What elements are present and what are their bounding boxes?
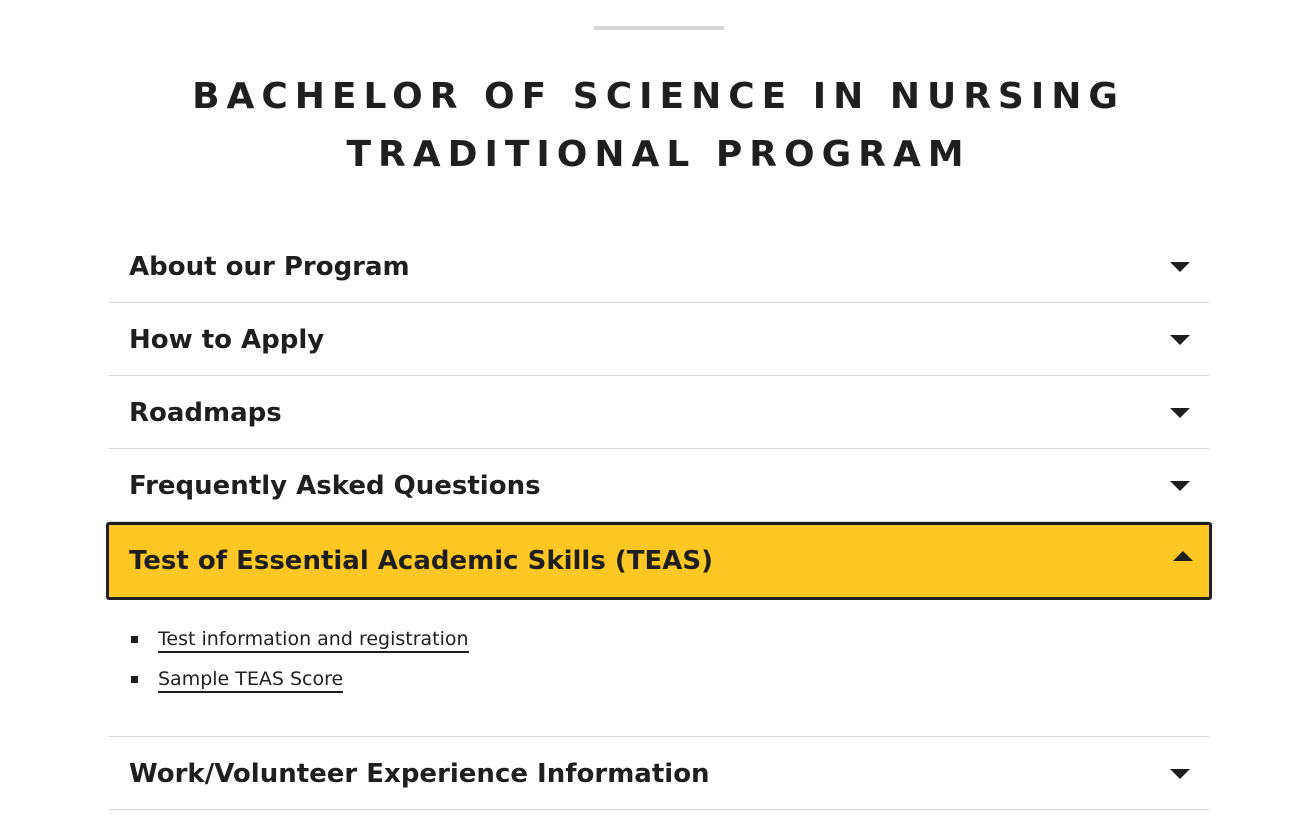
caret-down-icon: [1170, 262, 1190, 272]
list-item: [131, 664, 469, 704]
accordion-header-about-our-program[interactable]: [109, 230, 1209, 303]
link-sample-teas-score[interactable]: Sample TEAS Score: [158, 668, 343, 693]
program-accordion: [109, 230, 1209, 810]
page-title-line-2: TRADITIONAL PROGRAM: [346, 134, 971, 175]
accordion-label: How to Apply: [129, 325, 325, 355]
accordion-label: Test of Essential Academic Skills (TEAS): [129, 546, 713, 576]
page-title-line-1: BACHELOR OF SCIENCE IN NURSING: [192, 76, 1125, 117]
accordion-header-roadmaps[interactable]: [109, 376, 1209, 449]
page-title: [100, 68, 1217, 184]
accordion-header-teas[interactable]: [106, 522, 1212, 600]
accordion-header-how-to-apply[interactable]: [109, 303, 1209, 376]
caret-down-icon: [1170, 408, 1190, 418]
link-test-information-and-registration[interactable]: Test information and registration: [158, 628, 469, 653]
caret-down-icon: [1170, 335, 1190, 345]
caret-down-icon: [1170, 481, 1190, 491]
list-item: [131, 624, 469, 664]
accordion-label: Work/Volunteer Experience Information: [129, 759, 710, 789]
caret-up-icon: [1173, 551, 1193, 561]
caret-down-icon: [1170, 769, 1190, 779]
accordion-label: Frequently Asked Questions: [129, 471, 541, 501]
accordion-header-faq[interactable]: [109, 449, 1209, 522]
square-bullet-icon: [131, 636, 138, 643]
square-bullet-icon: [131, 676, 138, 683]
accordion-panel-teas: [109, 600, 1209, 737]
accordion-header-work-volunteer-experience[interactable]: [109, 737, 1209, 810]
teas-link-list: [131, 624, 469, 704]
accordion-label: About our Program: [129, 252, 410, 282]
accordion-label: Roadmaps: [129, 398, 282, 428]
decorative-top-rule: [594, 26, 724, 30]
